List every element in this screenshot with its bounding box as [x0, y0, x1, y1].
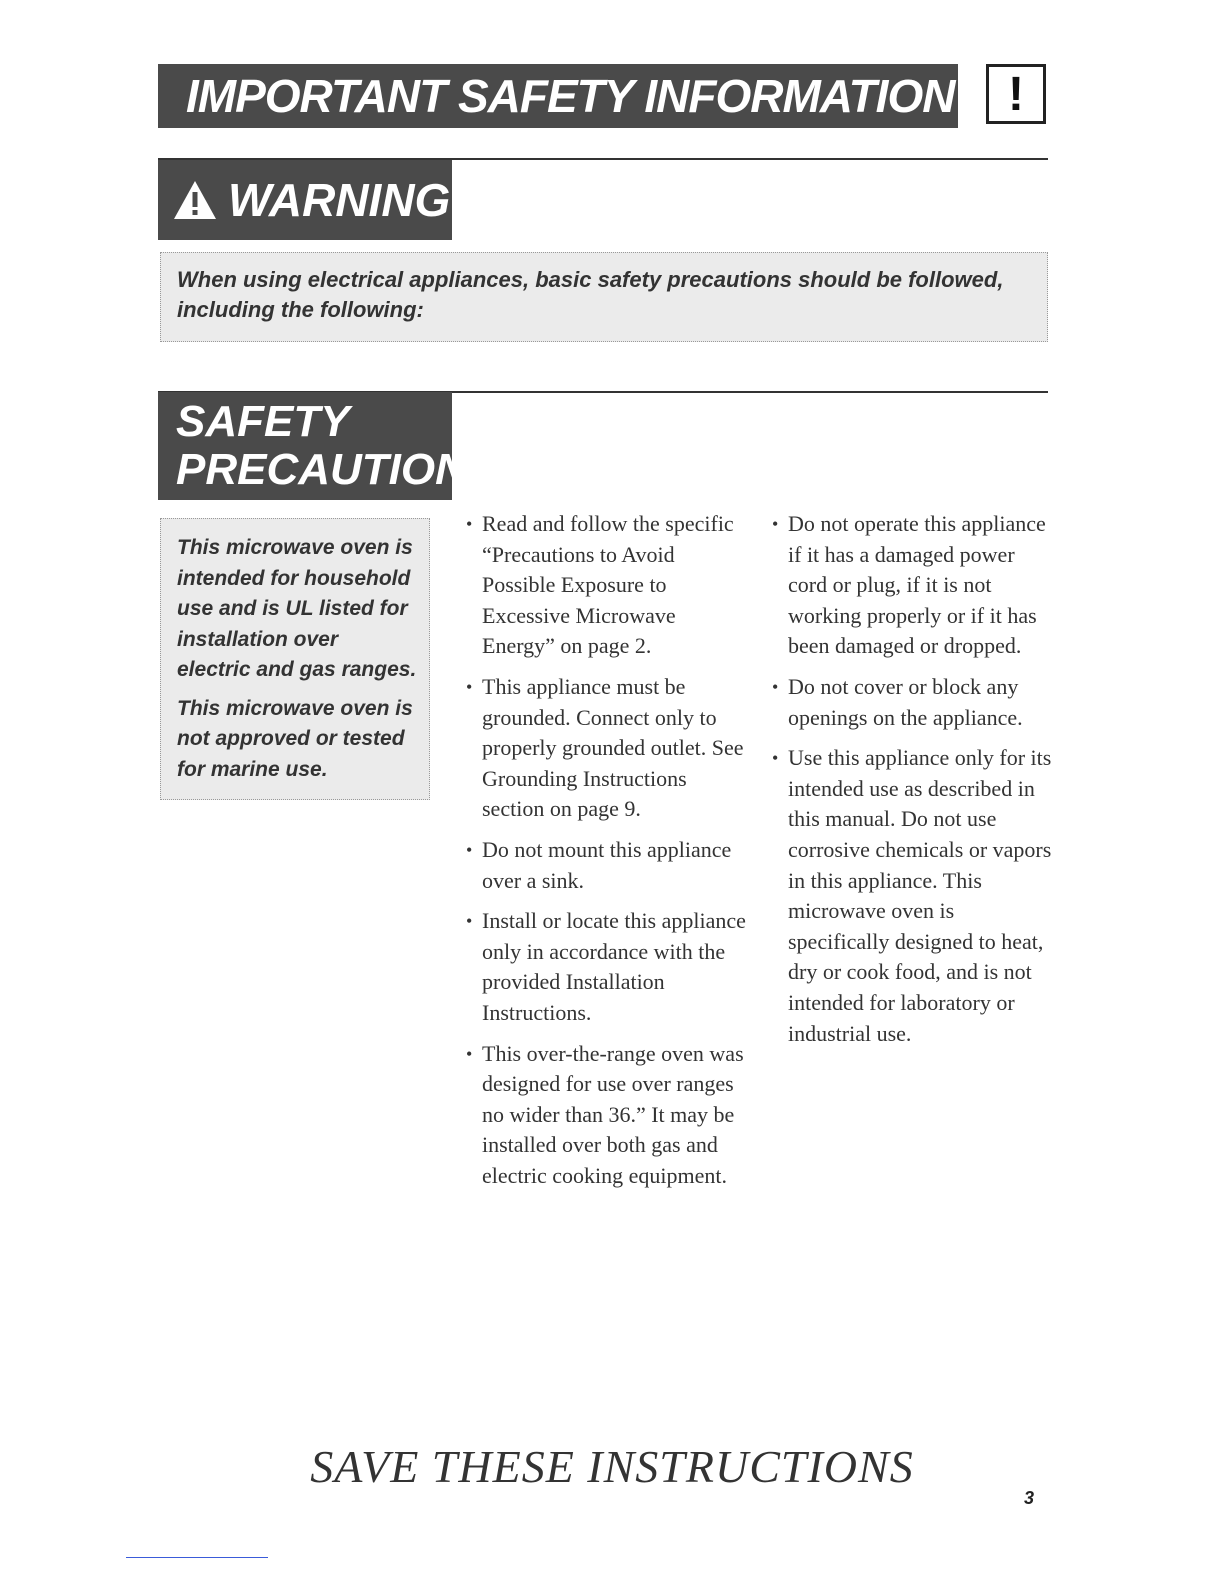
- bullet-icon: •: [466, 911, 473, 932]
- bullet-icon: •: [772, 514, 779, 534]
- list-item: • Use this appliance only for its intended use as described in this manual. Do not use corrosive chemicals or vapors in this appliance. This microwave oven is specifically designed to heat, dry or cook food, and is not intended for laboratory or industrial use.: [772, 745, 1052, 1046]
- warning-triangle-icon: [172, 179, 218, 221]
- list-item: • Do not cover or block any openings on the appliance.: [772, 673, 1023, 730]
- precautions-column-2: [772, 509, 1052, 1059]
- bullet-icon: •: [772, 676, 779, 697]
- safety-label-line2: PRECAUTIONS: [176, 445, 497, 494]
- bullet-icon: •: [466, 676, 473, 697]
- list-item: • Do not mount this appliance over a sink.: [466, 836, 732, 893]
- page-number: 3: [1024, 1488, 1035, 1508]
- list-item: • This over-the-range oven was designed for use over ranges no wider than 36.” It may be installed over both gas and electric cooking equipment.: [466, 1040, 744, 1188]
- alert-icon: !: [986, 64, 1046, 124]
- bullet-icon: •: [772, 748, 779, 769]
- warning-label-text: WARNING: [228, 174, 451, 226]
- bullet-icon: •: [466, 514, 473, 534]
- precautions-column-1: [466, 509, 746, 1201]
- safety-label-line1: SAFETY: [176, 397, 350, 446]
- list-item: • Do not operate this appliance if it has a damaged power cord or plug, if it is not working properly or if it has been damaged or dropped.: [772, 511, 1046, 659]
- list-item: • Read and follow the specific “Precautions to Avoid Possible Exposure to Excessive Microwave Energy” on page 2.: [466, 511, 734, 659]
- usage-note-box: [160, 518, 430, 800]
- warning-intro: When using electrical appliances, basic safety precautions should be followed, including the following:: [160, 252, 1048, 342]
- list-item: • Install or locate this appliance only in accordance with the provided Installation Instructions.: [466, 908, 746, 1025]
- footer-link-rule: [126, 1557, 268, 1558]
- list-item: • This appliance must be grounded. Connect only to properly grounded outlet. See Grounding Instructions section on page 9.: [466, 673, 744, 822]
- warning-heading: [158, 160, 452, 240]
- usage-note-marine: This microwave oven is not approved or tested for marine use.: [177, 696, 413, 781]
- safety-precautions-heading: [158, 392, 497, 500]
- page-title: IMPORTANT SAFETY INFORMATION: [158, 64, 958, 128]
- usage-note-household: This microwave oven is intended for household use and is UL listed for installation over electric and gas ranges.: [177, 536, 417, 681]
- bullet-icon: •: [466, 1043, 473, 1064]
- bullet-icon: •: [466, 839, 473, 860]
- save-instructions-footer: SAVE THESE INSTRUCTIONS: [310, 1441, 914, 1492]
